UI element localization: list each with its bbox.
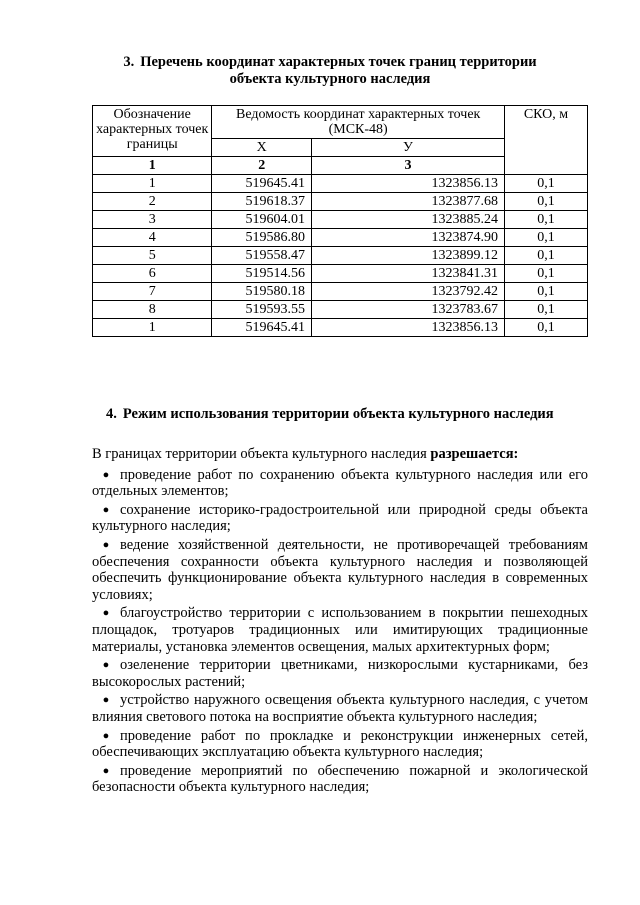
bullet-icon: ● — [102, 764, 110, 777]
bullet-icon: ● — [102, 503, 110, 516]
table-row — [93, 229, 588, 247]
coordinates-table — [92, 105, 588, 337]
cell-y: 1323856.13 — [312, 175, 505, 193]
cell-y: 1323792.42 — [312, 283, 505, 301]
cell-x: 519586.80 — [212, 229, 312, 247]
cell-y: 1323899.12 — [312, 247, 505, 265]
cell-sko: 0,1 — [504, 175, 587, 193]
cell-point: 4 — [93, 229, 212, 247]
intro-paragraph — [92, 446, 588, 463]
list-item-text: проведение работ по прокладке и реконструкции инженерных сетей, обеспечивающих эксплуатацию объекта культурного наследия; — [92, 727, 588, 761]
list-item — [92, 692, 588, 725]
bullet-icon: ● — [102, 729, 110, 742]
table-row — [93, 283, 588, 301]
cell-x: 519558.47 — [212, 247, 312, 265]
table-row — [93, 265, 588, 283]
bullet-icon: ● — [102, 694, 110, 707]
cell-sko: 0,1 — [504, 211, 587, 229]
list-item — [92, 502, 588, 535]
cell-x: 519580.18 — [212, 283, 312, 301]
list-item-text: проведение работ по сохранению объекта культурного наследия или его отдельных элементов; — [92, 466, 588, 500]
table-row — [93, 211, 588, 229]
permitted-activities-list — [92, 467, 588, 796]
list-item-text: сохранение историко-градостроительной или природной среды объекта культурного наследия; — [92, 501, 588, 535]
bullet-icon: ● — [102, 607, 110, 620]
cell-x: 519618.37 — [212, 193, 312, 211]
cell-sko: 0,1 — [504, 319, 587, 337]
section-4-number: 4. — [106, 406, 117, 422]
table-row — [93, 247, 588, 265]
intro-text: В границах территории объекта культурного наследия — [92, 446, 431, 462]
cell-y: 1323841.31 — [312, 265, 505, 283]
usage-regime-body — [92, 446, 588, 798]
cell-y: 1323885.24 — [312, 211, 505, 229]
cell-sko: 0,1 — [504, 193, 587, 211]
cell-sko: 0,1 — [504, 283, 587, 301]
table-row — [93, 175, 588, 193]
cell-y: 1323783.67 — [312, 301, 505, 319]
cell-sko: 0,1 — [504, 265, 587, 283]
table-row — [93, 301, 588, 319]
table-header-row — [93, 106, 588, 139]
header-sko: СКО, м — [504, 106, 587, 175]
section-4-heading — [92, 406, 588, 423]
table-row — [93, 193, 588, 211]
bullet-icon: ● — [102, 659, 110, 672]
bullet-icon: ● — [102, 538, 110, 551]
cell-point: 3 — [93, 211, 212, 229]
cell-point: 1 — [93, 319, 212, 337]
cell-point: 2 — [93, 193, 212, 211]
cell-x: 519645.41 — [212, 319, 312, 337]
section-3-heading — [60, 54, 600, 88]
list-item — [92, 537, 588, 603]
cell-x: 519604.01 — [212, 211, 312, 229]
list-item — [92, 657, 588, 690]
cell-x: 519514.56 — [212, 265, 312, 283]
header-point: Обозначение характерных точек границы — [93, 106, 212, 157]
list-item-text: озеленение территории цветниками, низкорослыми кустарниками, без высокорослых растений; — [92, 657, 588, 690]
section-4-title: Режим использования территории объекта культурного наследия — [122, 406, 554, 422]
section-3-title-line2: объекта культурного наследия — [229, 71, 431, 87]
list-item-text: ведение хозяйственной деятельности, не противоречащей требованиям обеспечения сохранности объекта культурного наследия и позволяющей обеспечить функционирование объекта культурного наследия в современных условиях; — [92, 536, 588, 603]
list-item — [92, 605, 588, 655]
cell-x: 519593.55 — [212, 301, 312, 319]
cell-point: 7 — [93, 283, 212, 301]
section-3-number: 3. — [123, 54, 135, 70]
bullet-icon: ● — [102, 468, 110, 481]
cell-x: 519645.41 — [212, 175, 312, 193]
index-cell-2: 2 — [212, 157, 312, 175]
cell-point: 5 — [93, 247, 212, 265]
intro-bold: разрешается: — [430, 446, 519, 462]
cell-y: 1323877.68 — [312, 193, 505, 211]
cell-sko: 0,1 — [504, 229, 587, 247]
table-row — [93, 319, 588, 337]
cell-point: 1 — [93, 175, 212, 193]
list-item — [92, 763, 588, 796]
list-item-text: устройство наружного освещения объекта культурного наследия, с учетом влияния светового потока на восприятие объекта культурного наследия; — [92, 692, 588, 725]
index-cell-1: 1 — [93, 157, 212, 175]
list-item — [92, 467, 588, 500]
header-y: У — [312, 139, 505, 157]
list-item-text: проведение мероприятий по обеспечению пожарной и экологической безопасности объекта культурного наследия; — [92, 762, 588, 796]
index-cell-3: 3 — [312, 157, 505, 175]
header-x: Х — [212, 139, 312, 157]
header-coords: Ведомость координат характерных точек (МСК-48) — [212, 106, 505, 139]
cell-sko: 0,1 — [504, 301, 587, 319]
list-item-text: благоустройство территории с использованием в покрытии пешеходных площадок, тротуаров традиционных или имитирующих традиционные материалы, установка элементов освещения, малых архитектурных форм; — [92, 605, 588, 655]
cell-sko: 0,1 — [504, 247, 587, 265]
cell-y: 1323874.90 — [312, 229, 505, 247]
list-item — [92, 728, 588, 761]
cell-y: 1323856.13 — [312, 319, 505, 337]
cell-point: 6 — [93, 265, 212, 283]
cell-point: 8 — [93, 301, 212, 319]
section-3-title-line1: Перечень координат характерных точек границ территории — [140, 54, 537, 70]
